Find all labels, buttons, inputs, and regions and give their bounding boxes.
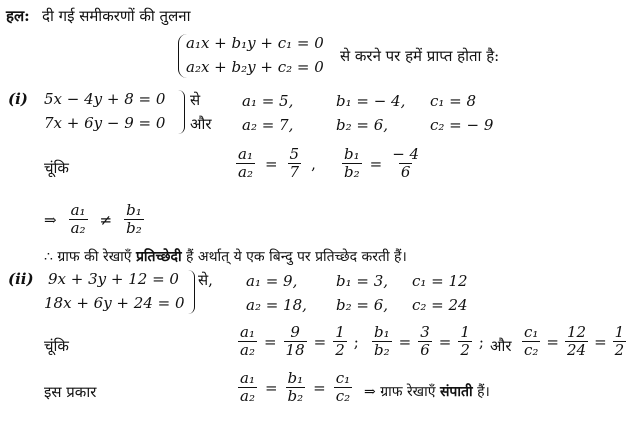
- result-pre: ग्राफ की रेखाएँ: [57, 249, 132, 265]
- frac-den: b₂: [126, 219, 142, 237]
- frac-num: b₁: [126, 201, 142, 219]
- simplified-den: 2: [460, 341, 470, 359]
- result-post: हैं अर्थात् ये एक बिन्दु पर प्रतिच्छेद करती हैं।: [186, 249, 407, 265]
- ratio-num: b₁: [374, 323, 390, 341]
- result-bold: प्रतिच्छेदी: [135, 249, 182, 265]
- part-i-conclusion: [44, 202, 144, 237]
- value-num: 3: [420, 323, 430, 341]
- part-ii-ratio-b: [372, 324, 484, 359]
- intro-text: दी गई समीकरणों की तुलना: [42, 7, 191, 25]
- value-den: 24: [567, 341, 587, 359]
- part-i-equation-1: 5x − 4y + 8 = 0: [44, 90, 166, 108]
- value-num: 5: [289, 145, 300, 163]
- part-ii-label: (ii): [8, 270, 34, 288]
- part-i-a1: a₁ = 5,: [242, 92, 294, 110]
- part-i-brace: [178, 90, 185, 134]
- frac-num: a₁: [240, 369, 255, 387]
- ratio-den: b₂: [344, 163, 360, 181]
- part-i-ratio-b: [342, 146, 421, 181]
- part-ii-since: चूंकि: [44, 337, 69, 355]
- part-ii-equation-2: 18x + 6y + 24 = 0: [44, 294, 185, 312]
- equals-sign: =: [263, 332, 277, 351]
- value-den: 18: [285, 341, 305, 359]
- part-i-c2: c₂ = − 9: [430, 116, 494, 134]
- equals-sign: =: [546, 332, 559, 351]
- simplified-den: 2: [335, 341, 345, 359]
- part-i-ratio-a: [236, 146, 316, 181]
- part-ii-a2: a₂ = 18,: [246, 296, 307, 314]
- therefore-icon: ∴: [44, 249, 53, 265]
- part-i-b1: b₁ = − 4,: [336, 92, 406, 110]
- frac-num: a₁: [70, 201, 86, 219]
- part-ii-result: [364, 382, 490, 401]
- implies-icon: ⇒: [364, 384, 376, 400]
- part-ii-final-ratio: [238, 370, 352, 405]
- equals-sign: =: [313, 332, 327, 351]
- ratio-den: b₂: [374, 341, 390, 359]
- result-bold: संपाती: [439, 384, 473, 400]
- part-ii-thus: इस प्रकार: [44, 383, 97, 401]
- frac-den: b₂: [287, 387, 304, 405]
- value-den: 7: [289, 163, 300, 181]
- part-ii-brace: [188, 270, 195, 314]
- frac-num: c₁: [335, 369, 351, 387]
- standard-equation-2: a₂x + b₂y + c₂ = 0: [186, 58, 324, 76]
- part-ii-b2: b₂ = 6,: [336, 296, 389, 314]
- part-ii-ratio-a: [238, 324, 359, 359]
- simplified-num: 1: [335, 323, 345, 341]
- separator: ,: [311, 154, 316, 173]
- part-ii-se: से,: [198, 271, 213, 289]
- separator: ;: [478, 332, 484, 351]
- ratio-den: a₂: [238, 163, 253, 181]
- ratio-num: a₁: [238, 145, 253, 163]
- implies-icon: ⇒: [44, 210, 57, 229]
- ratio-num: b₁: [344, 145, 360, 163]
- separator: ;: [353, 332, 359, 351]
- value-num: 9: [290, 323, 300, 341]
- not-equal-sign: ≠: [99, 210, 113, 229]
- part-ii-aur: और: [490, 337, 512, 355]
- simplified-num: 1: [460, 323, 470, 341]
- ratio-num: c₁: [524, 323, 539, 341]
- equals-sign: =: [398, 332, 412, 351]
- frac-den: c₂: [335, 387, 351, 405]
- result-post: हैं।: [477, 384, 490, 400]
- part-i-equation-2: 7x + 6y − 9 = 0: [44, 114, 166, 132]
- standard-equation-1: a₁x + b₁y + c₁ = 0: [186, 34, 324, 52]
- compare-text: से करने पर हमें प्राप्त होता है:: [340, 47, 500, 65]
- ratio-den: c₂: [524, 341, 539, 359]
- result-pre: ग्राफ रेखाएँ: [380, 384, 436, 400]
- value-num: − 4: [392, 145, 420, 163]
- part-i-result: [44, 247, 407, 266]
- part-ii-b1: b₁ = 3,: [336, 272, 389, 290]
- equals-sign: =: [438, 332, 452, 351]
- part-i-label: (i): [8, 90, 28, 108]
- solution-label: हल:: [6, 7, 30, 25]
- part-i-since: चूंकि: [44, 159, 69, 177]
- part-i-a2: a₂ = 7,: [242, 116, 294, 134]
- part-ii-c1: c₁ = 12: [412, 272, 468, 290]
- part-i-c1: c₁ = 8: [430, 92, 477, 110]
- value-num: 12: [567, 323, 587, 341]
- equals-sign: =: [594, 332, 607, 351]
- part-ii-a1: a₁ = 9,: [246, 272, 298, 290]
- equals-sign: =: [369, 154, 383, 173]
- simplified-num: 1: [614, 323, 625, 341]
- part-i-se: से: [190, 91, 201, 109]
- ratio-den: a₂: [240, 341, 255, 359]
- frac-den: a₂: [240, 387, 255, 405]
- part-i-aur: और: [190, 115, 212, 133]
- ratio-num: a₁: [240, 323, 255, 341]
- equals-sign: =: [264, 378, 278, 397]
- part-ii-equation-1: 9x + 3y + 12 = 0: [48, 270, 179, 288]
- part-ii-ratio-c: [522, 324, 626, 359]
- part-ii-c2: c₂ = 24: [412, 296, 468, 314]
- part-i-b2: b₂ = 6,: [336, 116, 389, 134]
- simplified-den: 2: [614, 341, 625, 359]
- frac-den: a₂: [70, 219, 86, 237]
- equals-sign: =: [264, 154, 278, 173]
- frac-num: b₁: [287, 369, 304, 387]
- value-den: 6: [420, 341, 430, 359]
- value-den: 6: [400, 163, 411, 181]
- equals-sign: =: [313, 378, 326, 397]
